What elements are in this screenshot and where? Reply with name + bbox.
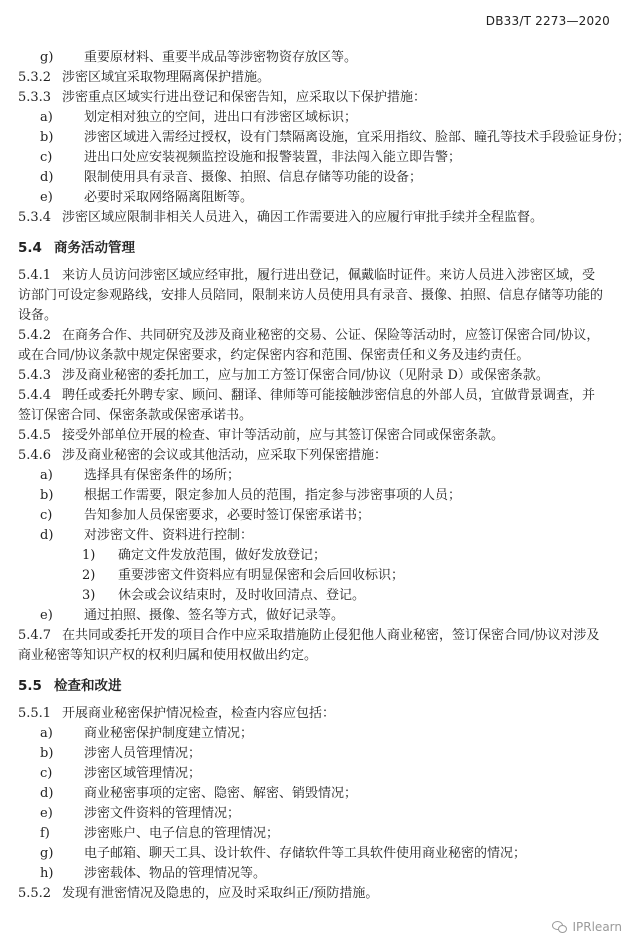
- clause-5-4-6: 5.4.6 涉及商业秘密的会议或其他活动，应采取下列保密措施：: [18, 448, 388, 463]
- list-item: c) 告知参加人员保密要求，必要时签订保密承诺书；: [40, 508, 371, 523]
- list-item: c) 进出口处应安装视频监控设施和报警装置，非法闯入能立即告警；: [40, 150, 462, 165]
- clause-5-4-2: 5.4.2 在商务合作、共同研究及涉及商业秘密的交易、公证、保险等活动时，应签订保密合同/协议， 或在合同/协议条款中规定保密要求，约定保密内容和范围、保密责任和义务及违约责任。: [18, 328, 600, 363]
- clause-5-5-1: 5.5.1 开展商业秘密保护情况检查，检查内容应包括：: [18, 706, 336, 721]
- list-item: c) 涉密区域管理情况；: [40, 766, 202, 781]
- clause-5-4-7: 5.4.7 在共同或委托开发的项目合作中应采取措施防止侵犯他人商业秘密，签订保密合同/协议对涉及 商业秘密等知识产权的权利归属和使用权做出约定。: [18, 628, 600, 663]
- list-item: b) 涉密人员管理情况；: [40, 746, 202, 761]
- list-item: g) 重要原材料、重要半成品等涉密物资存放区等。: [40, 50, 358, 65]
- watermark-text: IPRlearn: [572, 920, 622, 934]
- clause-5-3-2: 5.3.2 涉密区域宜采取物理隔离保护措施。: [18, 70, 271, 85]
- document-body: [18, 48, 631, 904]
- list-item: e) 通过拍照、摄像、签名等方式，做好记录等。: [40, 608, 345, 623]
- clause-5-3-4: 5.3.4 涉密区域应限制非相关人员进入，确因工作需要进入的应履行审批手续并全程监督。: [18, 210, 544, 225]
- list-item: f) 涉密账户、电子信息的管理情况；: [40, 826, 280, 841]
- watermark: [552, 920, 622, 934]
- list-item: g) 电子邮箱、聊天工具、设计软件、存储软件等工具软件使用商业秘密的情况；: [40, 846, 527, 861]
- list-item: b) 根据工作需要，限定参加人员的范围，指定参与涉密事项的人员；: [40, 488, 462, 503]
- list-item: d) 商业秘密事项的定密、隐密、解密、销毁情况；: [40, 786, 358, 801]
- document-code: DB33/T 2273—2020: [485, 14, 610, 28]
- section-heading-5-4: 5.4 商务活动管理: [18, 240, 135, 256]
- sub-list-item: 3) 休会或会议结束时，及时收回清点、登记。: [82, 588, 366, 603]
- clause-5-4-3: 5.4.3 涉及商业秘密的委托加工，应与加工方签订保密合同/协议（见附录 D）或保密条款。: [18, 368, 549, 383]
- list-item: a) 划定相对独立的空间，进出口有涉密区域标识；: [40, 110, 358, 125]
- sub-list-item: 2) 重要涉密文件资料应有明显保密和会后回收标识；: [82, 568, 405, 583]
- list-item: h) 涉密载体、物品的管理情况等。: [40, 866, 267, 881]
- clause-5-5-2: 5.5.2 发现有泄密情况及隐患的，应及时采取纠正/预防措施。: [18, 886, 379, 901]
- list-item: b) 涉密区域进入需经过授权，设有门禁隔离设施，宜采用指纹、脸部、瞳孔等技术手段验证身份；: [40, 130, 631, 145]
- clause-5-4-4: 5.4.4 聘任或委托外聘专家、顾问、翻译、律师等可能接触涉密信息的外部人员，宜做背景调查，并 签订保密合同、保密条款或保密承诺书。: [18, 388, 596, 423]
- list-item: a) 商业秘密保护制度建立情况；: [40, 726, 254, 741]
- wechat-icon: [552, 921, 568, 933]
- clause-5-4-5: 5.4.5 接受外部单位开展的检查、审计等活动前，应与其签订保密合同或保密条款。: [18, 428, 505, 443]
- clause-5-3-3: 5.3.3 涉密重点区域实行进出登记和保密告知，应采取以下保护措施：: [18, 90, 427, 105]
- list-item: d) 对涉密文件、资料进行控制：: [40, 528, 254, 543]
- list-item: a) 选择具有保密条件的场所；: [40, 468, 241, 483]
- list-item: e) 必要时采取网络隔离阻断等。: [40, 190, 254, 205]
- list-item: d) 限制使用具有录音、摄像、拍照、信息存储等功能的设备；: [40, 170, 423, 185]
- sub-list-item: 1) 确定文件发放范围，做好发放登记；: [82, 548, 327, 563]
- list-item: e) 涉密文件资料的管理情况；: [40, 806, 241, 821]
- clause-5-4-1: 5.4.1 来访人员访问涉密区域应经审批，履行进出登记，佩戴临时证件。来访人员进入涉密区域，受 访部门可设定参观路线，安排人员陪同，限制来访人员使用具有录音、摄像、拍照、信息存储等功能的 设备。: [18, 268, 604, 323]
- section-heading-5-5: 5.5 检查和改进: [18, 678, 122, 694]
